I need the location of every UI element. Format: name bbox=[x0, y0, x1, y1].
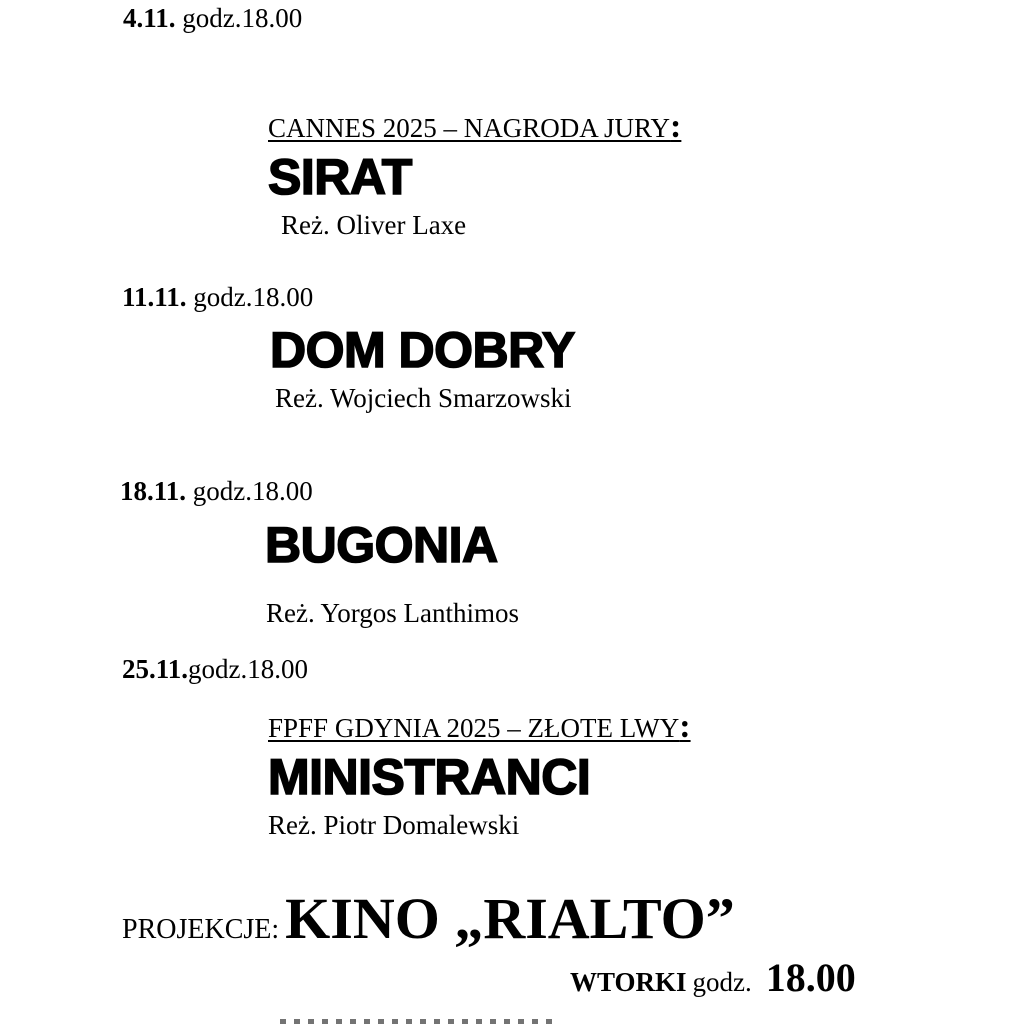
screening-time: godz.18.00 bbox=[192, 476, 313, 506]
award-text: CANNES 2025 – NAGRODA JURY bbox=[268, 113, 671, 143]
projekcje-label: PROJEKCJE: bbox=[122, 914, 280, 945]
screening-3-date-line bbox=[120, 478, 313, 505]
screening-1-director: Reż. Oliver Laxe bbox=[281, 210, 467, 240]
screening-1-award bbox=[268, 110, 681, 144]
kino-name: KINO „RIALTO” bbox=[285, 886, 735, 951]
screening-4-director: Reż. Piotr Domalewski bbox=[268, 810, 520, 840]
screening-4-date-line bbox=[122, 656, 308, 683]
screening-4-title: MINISTRANCI bbox=[268, 749, 591, 805]
screening-1-title: SIRAT bbox=[268, 149, 412, 205]
screening-time: godz.18.00 bbox=[193, 282, 314, 312]
screening-3-director: Reż. Yorgos Lanthimos bbox=[266, 598, 520, 628]
screening-date: 11.11. bbox=[122, 282, 187, 312]
screening-4-award bbox=[268, 710, 691, 744]
venue-line bbox=[122, 886, 735, 951]
award-text: FPFF GDYNIA 2025 – ZŁOTE LWY bbox=[268, 713, 680, 743]
screening-date: 4.11. bbox=[123, 3, 176, 33]
day-label: WTORKI bbox=[570, 967, 687, 997]
godz-label: godz. bbox=[692, 967, 752, 997]
screening-time: godz.18.00 bbox=[188, 654, 308, 684]
screening-1-date-line bbox=[123, 5, 302, 32]
screening-time: godz.18.00 bbox=[182, 3, 303, 33]
award-colon: : bbox=[679, 708, 691, 745]
screening-2-date-line bbox=[122, 284, 313, 311]
award-colon: : bbox=[670, 108, 682, 145]
schedule-line bbox=[570, 955, 856, 1000]
screening-date: 25.11. bbox=[122, 654, 189, 684]
screening-3-title: BUGONIA bbox=[265, 517, 498, 573]
cut-off-text-fragment bbox=[280, 1019, 560, 1024]
screening-2-title: DOM DOBRY bbox=[270, 322, 575, 378]
screening-date: 18.11. bbox=[120, 476, 187, 506]
screening-2-director: Reż. Wojciech Smarzowski bbox=[275, 383, 572, 413]
schedule-time: 18.00 bbox=[765, 955, 856, 1000]
